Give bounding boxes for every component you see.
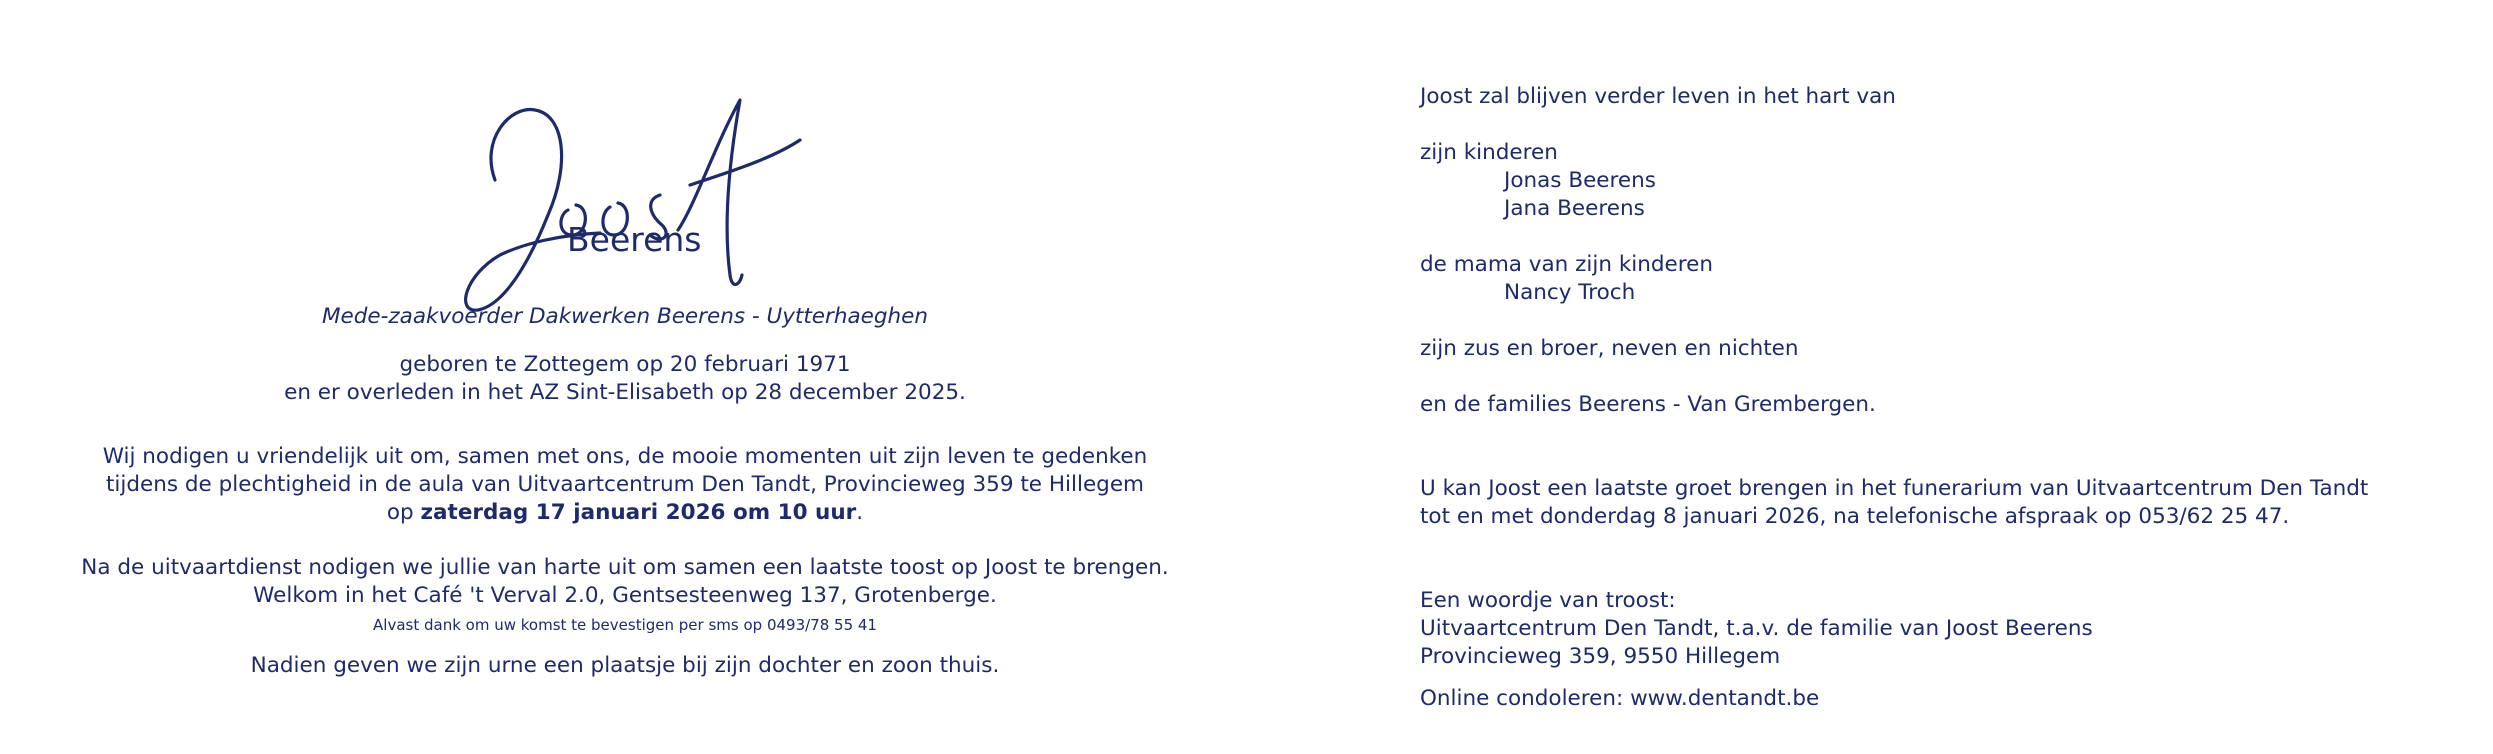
joost-signature-logo <box>440 85 820 325</box>
right-panel <box>1420 0 2420 754</box>
invite-line-1: Wij nodigen u vriendelijk uit om, samen met ons, de mooie momenten uit zijn leven te gedenken <box>102 444 1148 469</box>
siblings-line: zijn zus en broer, neven en nichten <box>1420 336 1799 361</box>
invite-prefix: op <box>386 500 421 525</box>
death-line: en er overleden in het AZ Sint-Elisabeth op 28 december 2025. <box>284 380 966 405</box>
intro-line: Joost zal blijven verder leven in het hart van <box>1420 84 1896 109</box>
ceremony-date: zaterdag 17 januari 2026 om 10 uur <box>420 500 857 525</box>
toast-line-1: Na de uitvaartdienst nodigen we jullie van harte uit om samen een laatste toost op Joost te brengen. <box>81 555 1169 580</box>
invite-line-3 <box>0 499 1250 527</box>
rsvp-note: Alvast dank om uw komst te bevestigen per sms op 0493/78 55 41 <box>373 616 877 634</box>
visit-line-2: tot en met donderdag 8 januari 2026, na telefonische afspraak op 053/62 25 47. <box>1420 504 2290 529</box>
mother-label: de mama van zijn kinderen <box>1420 252 1713 277</box>
toast-line-2: Welkom in het Café 't Verval 2.0, Gentsesteenweg 137, Grotenberge. <box>253 583 997 608</box>
urn-line: Nadien geven we zijn urne een plaatsje bij zijn dochter en zoon thuis. <box>250 653 1000 678</box>
role-line: Mede-zaakvoerder Dakwerken Beerens - Uytterhaeghen <box>321 304 929 329</box>
surname: Beerens <box>567 220 702 259</box>
mother-name: Nancy Troch <box>1504 280 1636 305</box>
birth-line: geboren te Zottegem op 20 februari 1971 <box>399 352 851 377</box>
invite-line-2: tijdens de plechtigheid in de aula van Uitvaartcentrum Den Tandt, Provincieweg 359 te Hillegem <box>105 472 1144 497</box>
invite-suffix: . <box>856 500 864 525</box>
online-condolence-link[interactable]: Online condoleren: www.dentandt.be <box>1420 686 1820 711</box>
comfort-address-1: Uitvaartcentrum Den Tandt, t.a.v. de familie van Joost Beerens <box>1420 616 2093 641</box>
families-line: en de families Beerens - Van Grembergen. <box>1420 392 1876 417</box>
comfort-label: Een woordje van troost: <box>1420 588 1676 613</box>
visit-line-1: U kan Joost een laatste groet brengen in het funerarium van Uitvaartcentrum Den Tandt <box>1420 476 2369 501</box>
children-label: zijn kinderen <box>1420 140 1558 165</box>
comfort-address-2: Provincieweg 359, 9550 Hillegem <box>1420 644 1781 669</box>
child-name: Jonas Beerens <box>1504 168 1656 193</box>
child-name: Jana Beerens <box>1504 196 1645 221</box>
